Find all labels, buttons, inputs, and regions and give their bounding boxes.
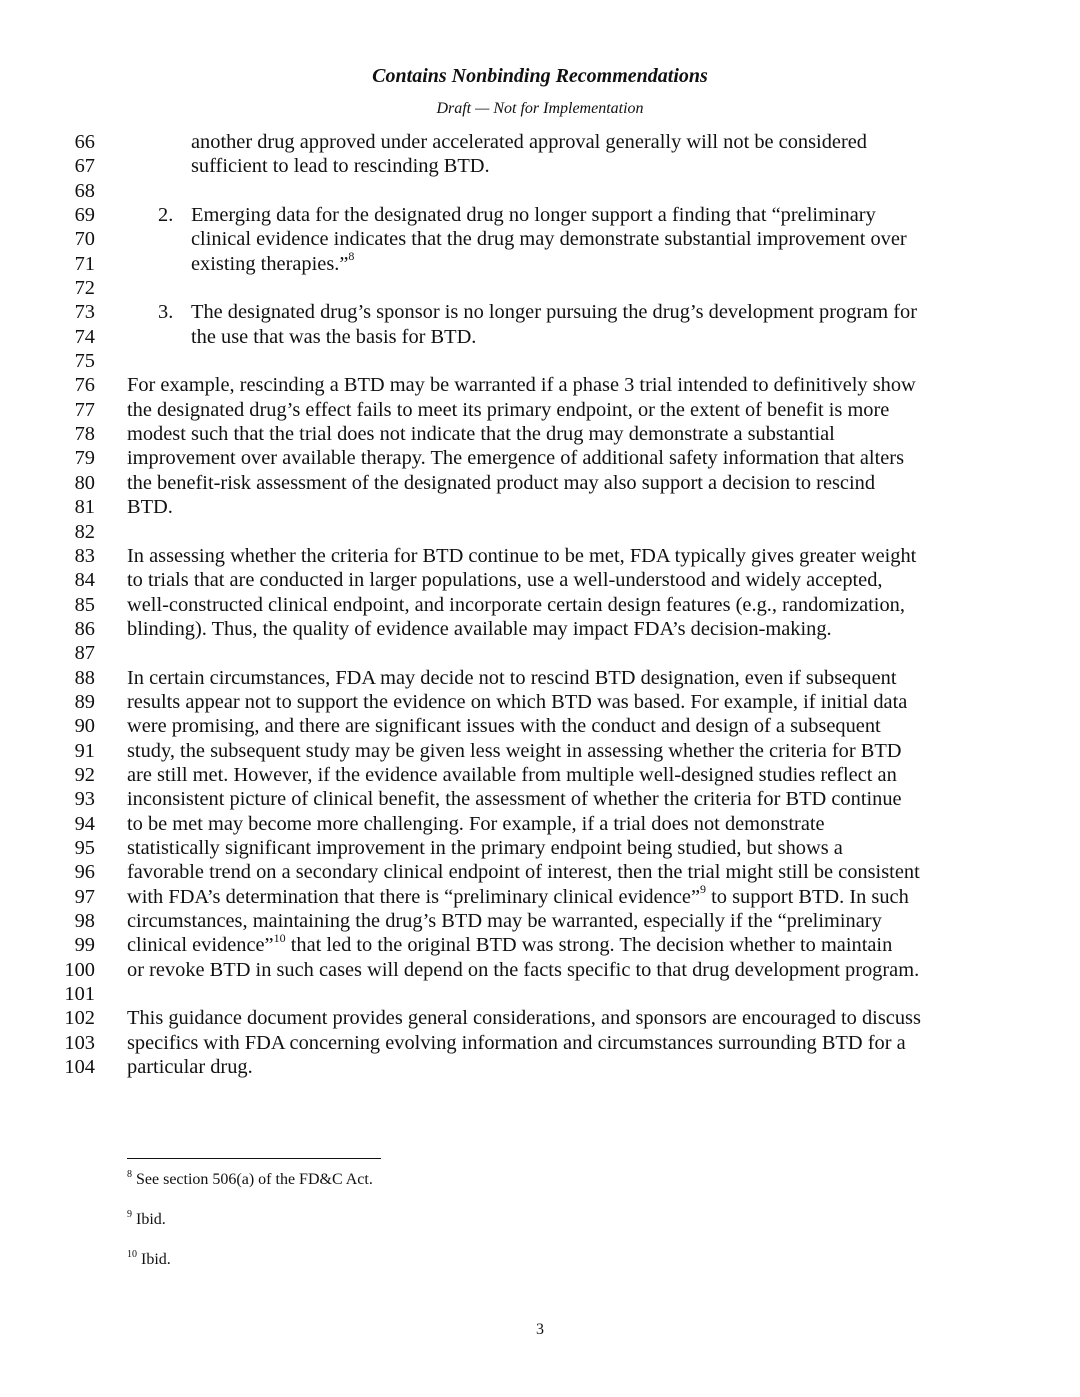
text-line: [0, 860, 1080, 884]
line-number: 87: [74, 642, 95, 665]
text-line: [0, 690, 1080, 714]
line-text-content: favorable trend on a secondary clinical endpoint of interest, then the trial might still be consistent: [127, 861, 920, 884]
line-number: 68: [74, 179, 95, 202]
line-text-content: In assessing whether the criteria for BTD continue to be met, FDA typically gives greater weight: [127, 544, 917, 567]
text-line: [0, 179, 1080, 203]
line-text-content: the use that was the basis for BTD.: [191, 325, 477, 348]
text-line: [0, 641, 1080, 665]
line-text-content: another drug approved under accelerated approval generally will not be considered: [191, 131, 867, 153]
line-number: 99: [74, 934, 95, 957]
text-line: [0, 276, 1080, 300]
line-number: 66: [74, 131, 95, 153]
line-text: [127, 495, 173, 519]
line-text-content: circumstances, maintaining the drug’s BTD may be warranted, especially if the “preliminary: [127, 910, 882, 932]
line-number: 77: [74, 398, 95, 421]
line-number: 74: [74, 325, 95, 348]
line-number: 90: [74, 715, 95, 738]
footnote-9: [127, 1210, 166, 1230]
line-text-continued: to support BTD. In such: [706, 885, 909, 908]
line-number: 96: [74, 861, 95, 884]
line-text: [127, 690, 907, 714]
line-text: [127, 398, 889, 422]
line-text: [127, 763, 897, 787]
line-number: 94: [74, 812, 95, 835]
line-text: [127, 544, 916, 568]
text-line: [0, 666, 1080, 690]
line-text-content: blinding). Thus, the quality of evidence available may impact FDA’s decision-making.: [127, 617, 832, 640]
footnote-mark: 8: [127, 1168, 132, 1180]
document-header-title: Contains Nonbinding Recommendations: [372, 65, 708, 87]
line-number: 85: [74, 593, 95, 616]
line-text-content: In certain circumstances, FDA may decide not to rescind BTD designation, even if subsequent: [127, 666, 897, 689]
line-number: 92: [74, 763, 95, 786]
line-text: [127, 739, 902, 763]
text-line: [0, 300, 1080, 324]
line-text: [127, 909, 882, 933]
footnote-mark: 10: [127, 1248, 137, 1260]
line-number: 76: [74, 374, 95, 397]
line-text-content: Emerging data for the designated drug no longer support a finding that “preliminary: [191, 204, 876, 227]
line-text-content: to be met may become more challenging. For example, if a trial does not demonstrate: [127, 812, 825, 835]
line-text: [127, 812, 825, 836]
line-number: 91: [74, 739, 95, 762]
line-text: [191, 154, 490, 178]
line-text-content: specifics with FDA concerning evolving information and circumstances surrounding BTD for a: [127, 1031, 906, 1054]
text-line: [0, 398, 1080, 422]
text-line: [0, 446, 1080, 470]
text-line: [0, 373, 1080, 397]
line-number: 69: [74, 204, 95, 227]
text-line: [0, 248, 1080, 276]
text-line: [0, 958, 1080, 982]
line-number: 100: [64, 958, 95, 981]
line-text-content: particular drug.: [127, 1056, 253, 1079]
line-number: 101: [64, 983, 95, 1006]
line-text: [127, 930, 893, 957]
text-line: [0, 1055, 1080, 1079]
line-number: 83: [74, 544, 95, 567]
line-number: 93: [74, 788, 95, 811]
line-text: [127, 446, 904, 470]
footnote-divider: [127, 1158, 381, 1159]
text-line: [0, 763, 1080, 787]
line-number: 98: [74, 910, 95, 932]
text-line: [0, 593, 1080, 617]
line-number: 103: [64, 1031, 95, 1054]
footnote-text: See section 506(a) of the FD&C Act.: [132, 1171, 373, 1188]
line-text-content: The designated drug’s sponsor is no longer pursuing the drug’s development program for: [191, 301, 917, 324]
line-text-content: improvement over available therapy. The emergence of additional safety information that alters: [127, 447, 905, 470]
text-line: [0, 520, 1080, 544]
footnote-8: [127, 1170, 373, 1190]
line-text-content: inconsistent picture of clinical benefit, the assessment of whether the criteria for BTD continue: [127, 788, 902, 811]
text-line: [0, 1031, 1080, 1055]
line-text: [191, 300, 917, 324]
line-text: [127, 593, 905, 617]
line-text: [127, 860, 920, 884]
line-text: [191, 130, 867, 154]
text-line: [0, 422, 1080, 446]
footnote-reference[interactable]: 10: [273, 930, 286, 945]
line-number: 104: [64, 1056, 95, 1079]
line-text-content: For example, rescinding a BTD may be warranted if a phase 3 trial intended to definitively show: [127, 374, 916, 397]
text-line: [0, 739, 1080, 763]
line-text: [127, 617, 832, 641]
footnote-text: Ibid.: [132, 1211, 166, 1228]
line-text-content: sufficient to lead to rescinding BTD.: [191, 155, 490, 178]
text-line: [0, 909, 1080, 933]
line-number: 102: [64, 1007, 95, 1030]
line-number: 88: [74, 666, 95, 689]
text-line: [0, 982, 1080, 1006]
line-text: [127, 1055, 253, 1079]
line-number: 72: [74, 277, 95, 300]
text-line: [0, 544, 1080, 568]
line-text: [127, 787, 902, 811]
text-line: [0, 812, 1080, 836]
line-number: 73: [74, 301, 95, 324]
line-number: 71: [74, 252, 95, 275]
line-text-content: with FDA’s determination that there is “preliminary clinical evidence”: [127, 885, 701, 908]
text-line: [0, 227, 1080, 251]
line-text: [127, 881, 909, 909]
text-line: [0, 787, 1080, 811]
text-line: [0, 203, 1080, 227]
line-text-content: the benefit-risk assessment of the designated product may also support a decision to rescind: [127, 471, 876, 494]
line-text-content: were promising, and there are significant issues with the conduct and design of a subsequent: [127, 715, 881, 738]
footnote-reference[interactable]: 8: [348, 248, 355, 263]
line-text: [127, 836, 843, 860]
line-text-content: the designated drug’s effect fails to meet its primary endpoint, or the extent of benefit is more: [127, 398, 890, 421]
line-text-content: existing therapies.”: [191, 252, 349, 275]
text-line: [0, 471, 1080, 495]
line-text: [127, 1031, 906, 1055]
line-number: 84: [74, 569, 95, 592]
line-text-content: BTD.: [127, 496, 173, 519]
line-number: 79: [74, 447, 95, 470]
line-text: [191, 248, 355, 276]
line-number: 82: [74, 520, 95, 543]
line-number: 67: [74, 155, 95, 178]
line-text: [191, 325, 476, 349]
line-text-content: to trials that are conducted in larger populations, use a well-understood and widely accepted,: [127, 569, 883, 592]
line-number: 89: [74, 690, 95, 713]
text-line: [0, 617, 1080, 641]
text-line: [0, 325, 1080, 349]
line-text: [127, 1006, 921, 1030]
line-text: [127, 714, 881, 738]
footnote-mark: 9: [127, 1208, 132, 1220]
line-text: [127, 422, 835, 446]
line-text-content: clinical evidence indicates that the drug may demonstrate substantial improvement over: [191, 228, 907, 251]
line-text: [127, 471, 875, 495]
line-text-content: are still met. However, if the evidence available from multiple well-designed studies reflect an: [127, 763, 897, 786]
list-item-number: 3.: [158, 301, 174, 324]
text-line: [0, 881, 1080, 909]
line-number: 97: [74, 885, 95, 908]
text-line: [0, 836, 1080, 860]
line-text: [191, 227, 907, 251]
numbered-body-text: [0, 130, 1080, 1079]
text-line: [0, 1006, 1080, 1030]
line-text-content: This guidance document provides general considerations, and sponsors are encouraged to discuss: [127, 1007, 921, 1030]
line-number: 78: [74, 423, 95, 446]
line-text-content: study, the subsequent study may be given less weight in assessing whether the criteria for BTD: [127, 739, 902, 762]
line-text-content: modest such that the trial does not indicate that the drug may demonstrate a substantial: [127, 423, 835, 446]
line-text-content: results appear not to support the evidence on which BTD was based. For example, if initial data: [127, 690, 908, 713]
text-line: [0, 714, 1080, 738]
text-line: [0, 130, 1080, 154]
line-text-content: clinical evidence”: [127, 934, 274, 957]
page-number: 3: [536, 1321, 544, 1338]
line-text-content: well-constructed clinical endpoint, and incorporate certain design features (e.g., randomization,: [127, 593, 905, 616]
line-number: 70: [74, 228, 95, 251]
footnote-reference[interactable]: 9: [700, 881, 707, 896]
line-text: [127, 666, 897, 690]
line-text-continued: that led to the original BTD was strong. The decision whether to maintain: [285, 934, 893, 957]
text-line: [0, 349, 1080, 373]
text-line: [0, 568, 1080, 592]
line-text-content: statistically significant improvement in the primary endpoint being studied, but shows a: [127, 836, 843, 859]
line-number: 95: [74, 836, 95, 859]
line-number: 81: [74, 496, 95, 519]
text-line: [0, 930, 1080, 957]
list-item-number: 2.: [158, 204, 174, 227]
line-text: [191, 203, 876, 227]
line-number: 80: [74, 471, 95, 494]
line-text: [127, 373, 916, 397]
line-text-content: or revoke BTD in such cases will depend on the facts specific to that drug development program.: [127, 958, 920, 981]
line-text: [127, 568, 883, 592]
footnote-text: Ibid.: [137, 1251, 171, 1268]
footnote-10: [127, 1250, 171, 1270]
line-text: [127, 958, 919, 982]
text-line: [0, 154, 1080, 178]
line-number: 75: [74, 350, 95, 373]
document-header-subtitle: Draft — Not for Implementation: [436, 100, 644, 117]
line-number: 86: [74, 617, 95, 640]
text-line: [0, 495, 1080, 519]
